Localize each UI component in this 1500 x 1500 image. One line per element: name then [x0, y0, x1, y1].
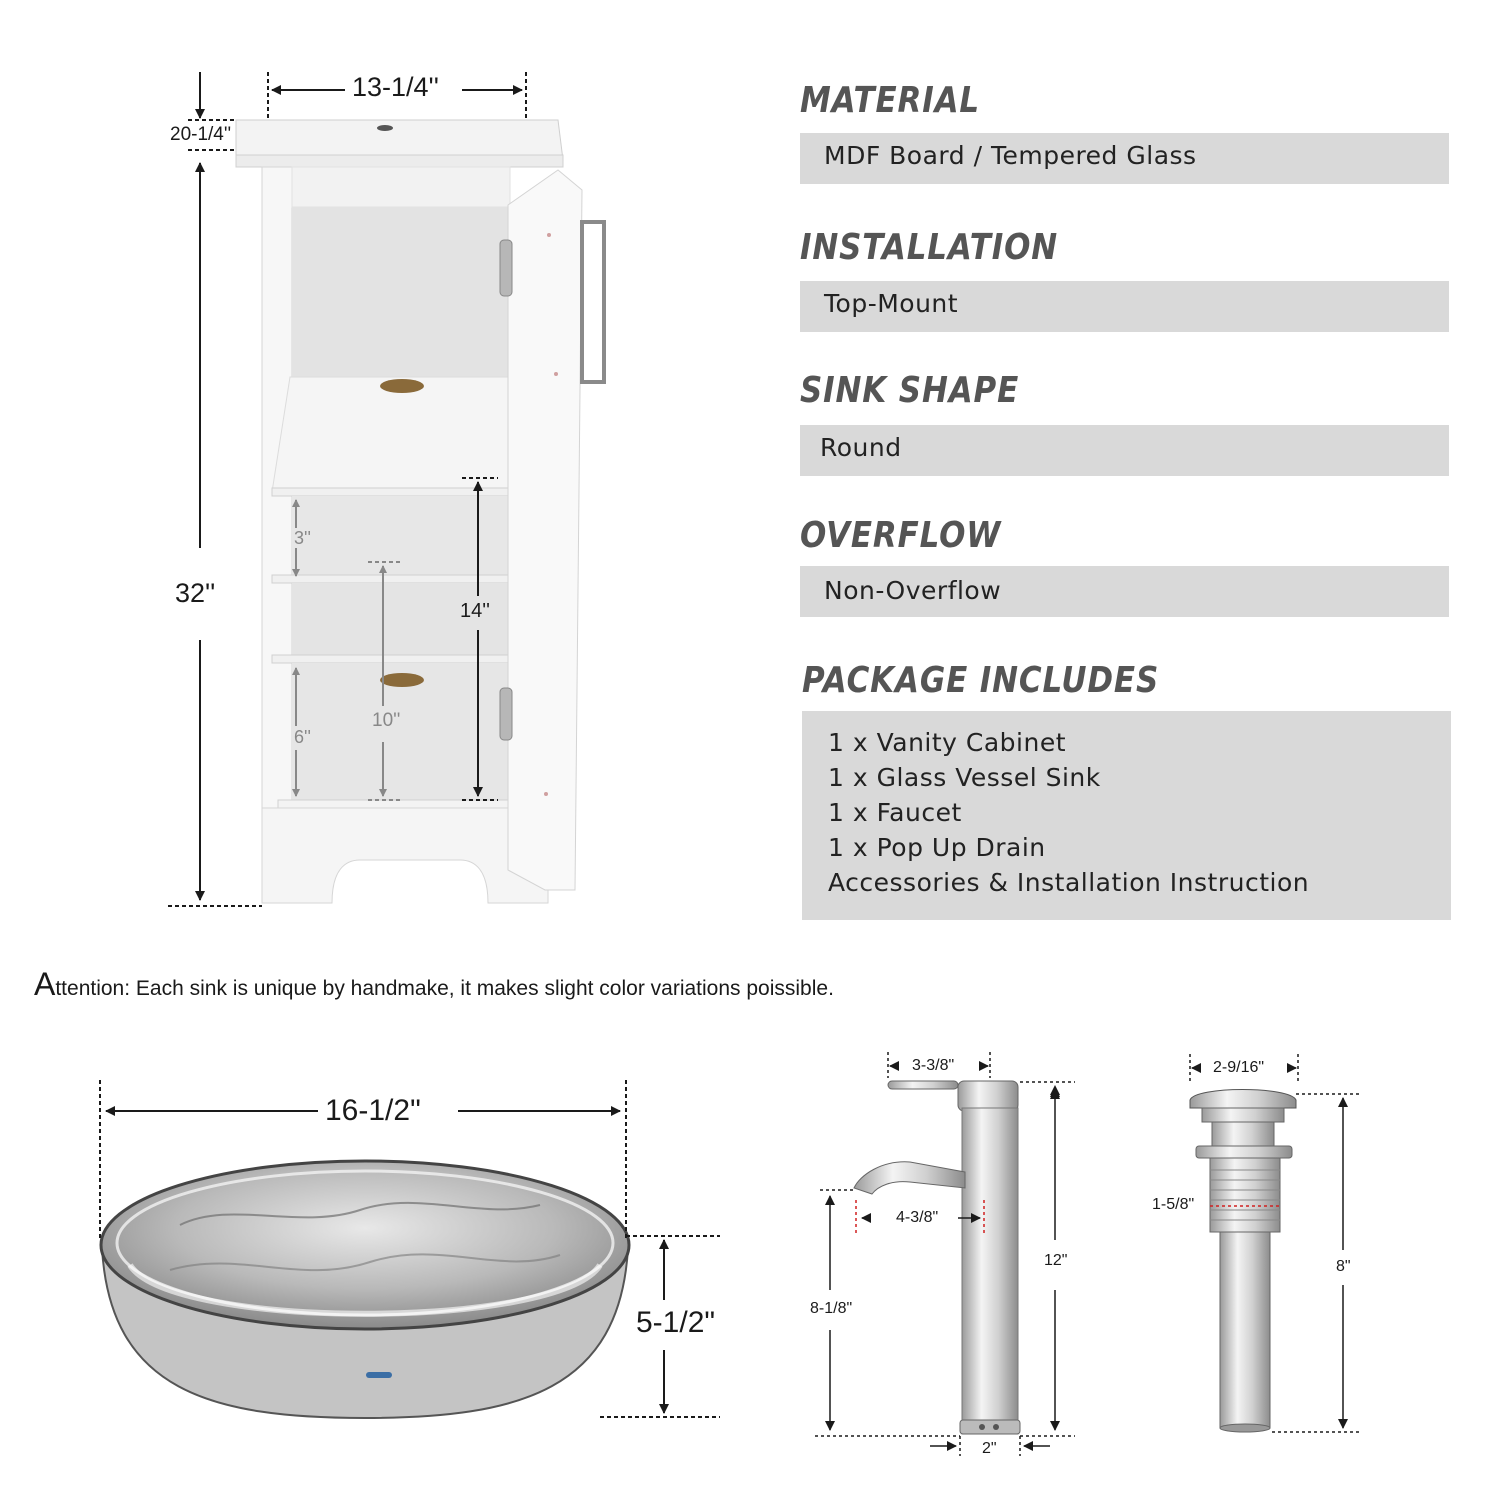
- faucet-effective-dimensions: [815, 1090, 1055, 1500]
- package-heading: PACKAGE INCLUDES: [802, 660, 1160, 701]
- bottom-space-label: 6'': [294, 727, 311, 747]
- faucet-base-width-label: 3-3/8": [912, 1057, 955, 1074]
- material-bar: [800, 133, 1449, 184]
- sink-shape-bar: [800, 425, 1449, 476]
- attention-initial: A: [34, 966, 56, 1002]
- faucet-drawing: [854, 1081, 1020, 1434]
- package-list: [828, 725, 1309, 900]
- faucet-spout-height-label: 8-1/8": [810, 1300, 853, 1317]
- drain-length-label: 8": [1336, 1258, 1351, 1275]
- sink-shape-value: Round: [820, 433, 902, 462]
- installation-heading: INSTALLATION: [800, 227, 1059, 268]
- package-item: 1 x Vanity Cabinet: [828, 728, 1067, 757]
- attention-note: [34, 966, 834, 1003]
- package-item: Accessories & Installation Instruction: [828, 868, 1310, 897]
- faucet-height-label: 12": [1044, 1252, 1068, 1269]
- overflow-heading: OVERFLOW: [800, 515, 1002, 556]
- faucet-base-diameter-label: 2": [982, 1440, 997, 1457]
- installation-bar: [800, 281, 1449, 332]
- vanity-cabinet-drawing: [236, 120, 604, 903]
- sink-height-label: 5-1/2": [636, 1306, 716, 1339]
- lower-space-label: 10'': [372, 710, 401, 731]
- shelf-gap-label: 3'': [294, 528, 311, 548]
- drain-cap-width-label: 2-9/16": [1213, 1059, 1265, 1076]
- package-item: 1 x Glass Vessel Sink: [828, 763, 1101, 792]
- cabinet-width-label: 13-1/4'': [352, 72, 439, 102]
- cabinet-height-label: 32'': [175, 578, 216, 608]
- material-heading: MATERIAL: [800, 80, 981, 121]
- sink-diameter-label: 16-1/2": [325, 1094, 421, 1127]
- sink-shape-heading: SINK SHAPE: [800, 370, 1020, 411]
- door-inner-height-label: 14'': [460, 600, 490, 622]
- overflow-bar: [800, 566, 1449, 617]
- pop-up-drain-drawing: [1190, 1090, 1296, 1433]
- package-item: 1 x Pop Up Drain: [828, 833, 1046, 862]
- faucet-spout-reach-label: 4-3/8": [896, 1209, 939, 1226]
- installation-value: Top-Mount: [824, 289, 959, 318]
- package-item: 1 x Faucet: [828, 798, 962, 827]
- overflow-value: Non-Overflow: [824, 576, 1002, 605]
- drain-thread-label: 1-5/8": [1152, 1196, 1195, 1213]
- cabinet-depth-label: 20-1/4'': [170, 124, 232, 145]
- glass-vessel-sink-drawing: [101, 1161, 629, 1418]
- material-value: MDF Board / Tempered Glass: [824, 141, 1197, 170]
- package-bar: [802, 711, 1451, 920]
- attention-text: ttention: Each sink is unique by handmake, it makes slight color variations poissible.: [55, 977, 834, 1000]
